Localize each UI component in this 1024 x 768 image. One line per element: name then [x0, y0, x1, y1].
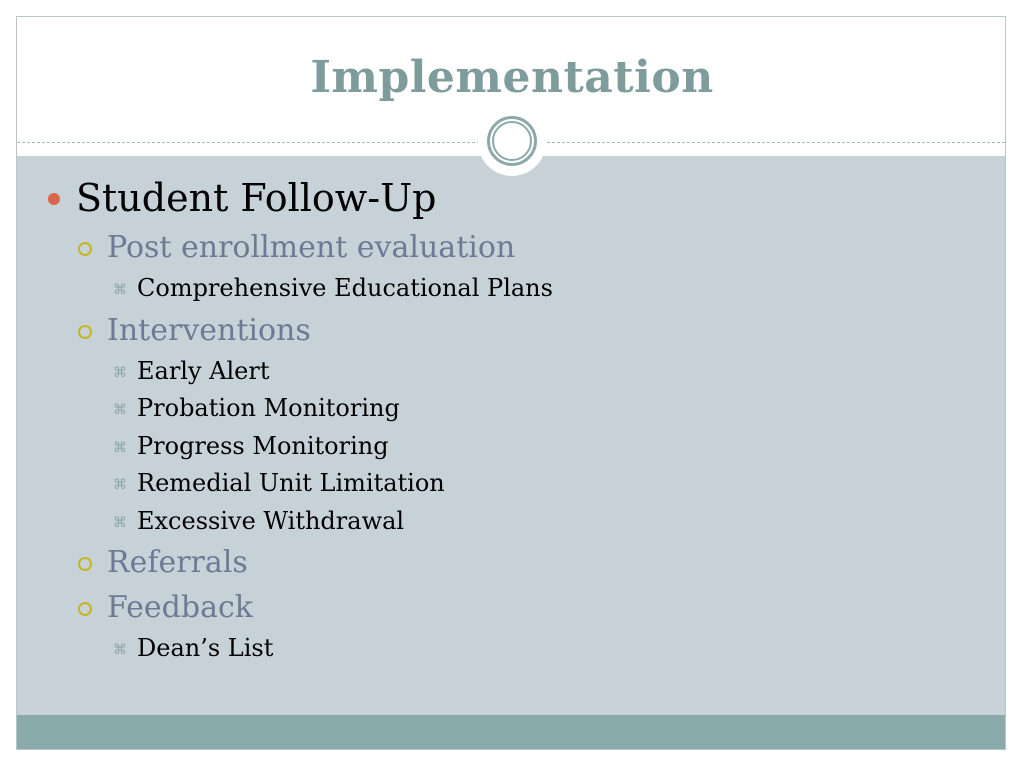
slide-title: Implementation — [310, 52, 714, 103]
bullet-probation-monitoring: Probation Monitoring — [137, 394, 400, 422]
bullet-interventions: Interventions — [107, 313, 311, 348]
bullet-deans-list: Dean’s List — [137, 634, 274, 662]
hollow-circle-bullet-icon — [78, 242, 92, 256]
bullet-comprehensive-plans: Comprehensive Educational Plans — [137, 274, 553, 302]
ornament-inner-ring — [492, 121, 532, 161]
footer-bar — [17, 715, 1005, 749]
cross-bullet-icon: ⌘ — [113, 365, 127, 381]
cross-bullet-icon: ⌘ — [113, 402, 127, 418]
bullet-early-alert: Early Alert — [137, 357, 270, 385]
cross-bullet-icon: ⌘ — [113, 477, 127, 493]
bullet-remedial-unit: Remedial Unit Limitation — [137, 469, 445, 497]
hollow-circle-bullet-icon — [78, 557, 92, 571]
bullet-feedback: Feedback — [107, 590, 253, 625]
bullet-excessive-withdrawal: Excessive Withdrawal — [137, 507, 405, 535]
hollow-circle-bullet-icon — [78, 325, 92, 339]
cross-bullet-icon: ⌘ — [113, 515, 127, 531]
bullet-referrals: Referrals — [107, 545, 248, 580]
filled-circle-bullet-icon — [48, 193, 60, 205]
bullet-progress-monitoring: Progress Monitoring — [137, 432, 389, 460]
cross-bullet-icon: ⌘ — [113, 282, 127, 298]
bullet-student-follow-up: Student Follow-Up — [76, 176, 437, 220]
bullet-post-enrollment: Post enrollment evaluation — [107, 230, 516, 265]
cross-bullet-icon: ⌘ — [113, 440, 127, 456]
hollow-circle-bullet-icon — [78, 602, 92, 616]
cross-bullet-icon: ⌘ — [113, 642, 127, 658]
